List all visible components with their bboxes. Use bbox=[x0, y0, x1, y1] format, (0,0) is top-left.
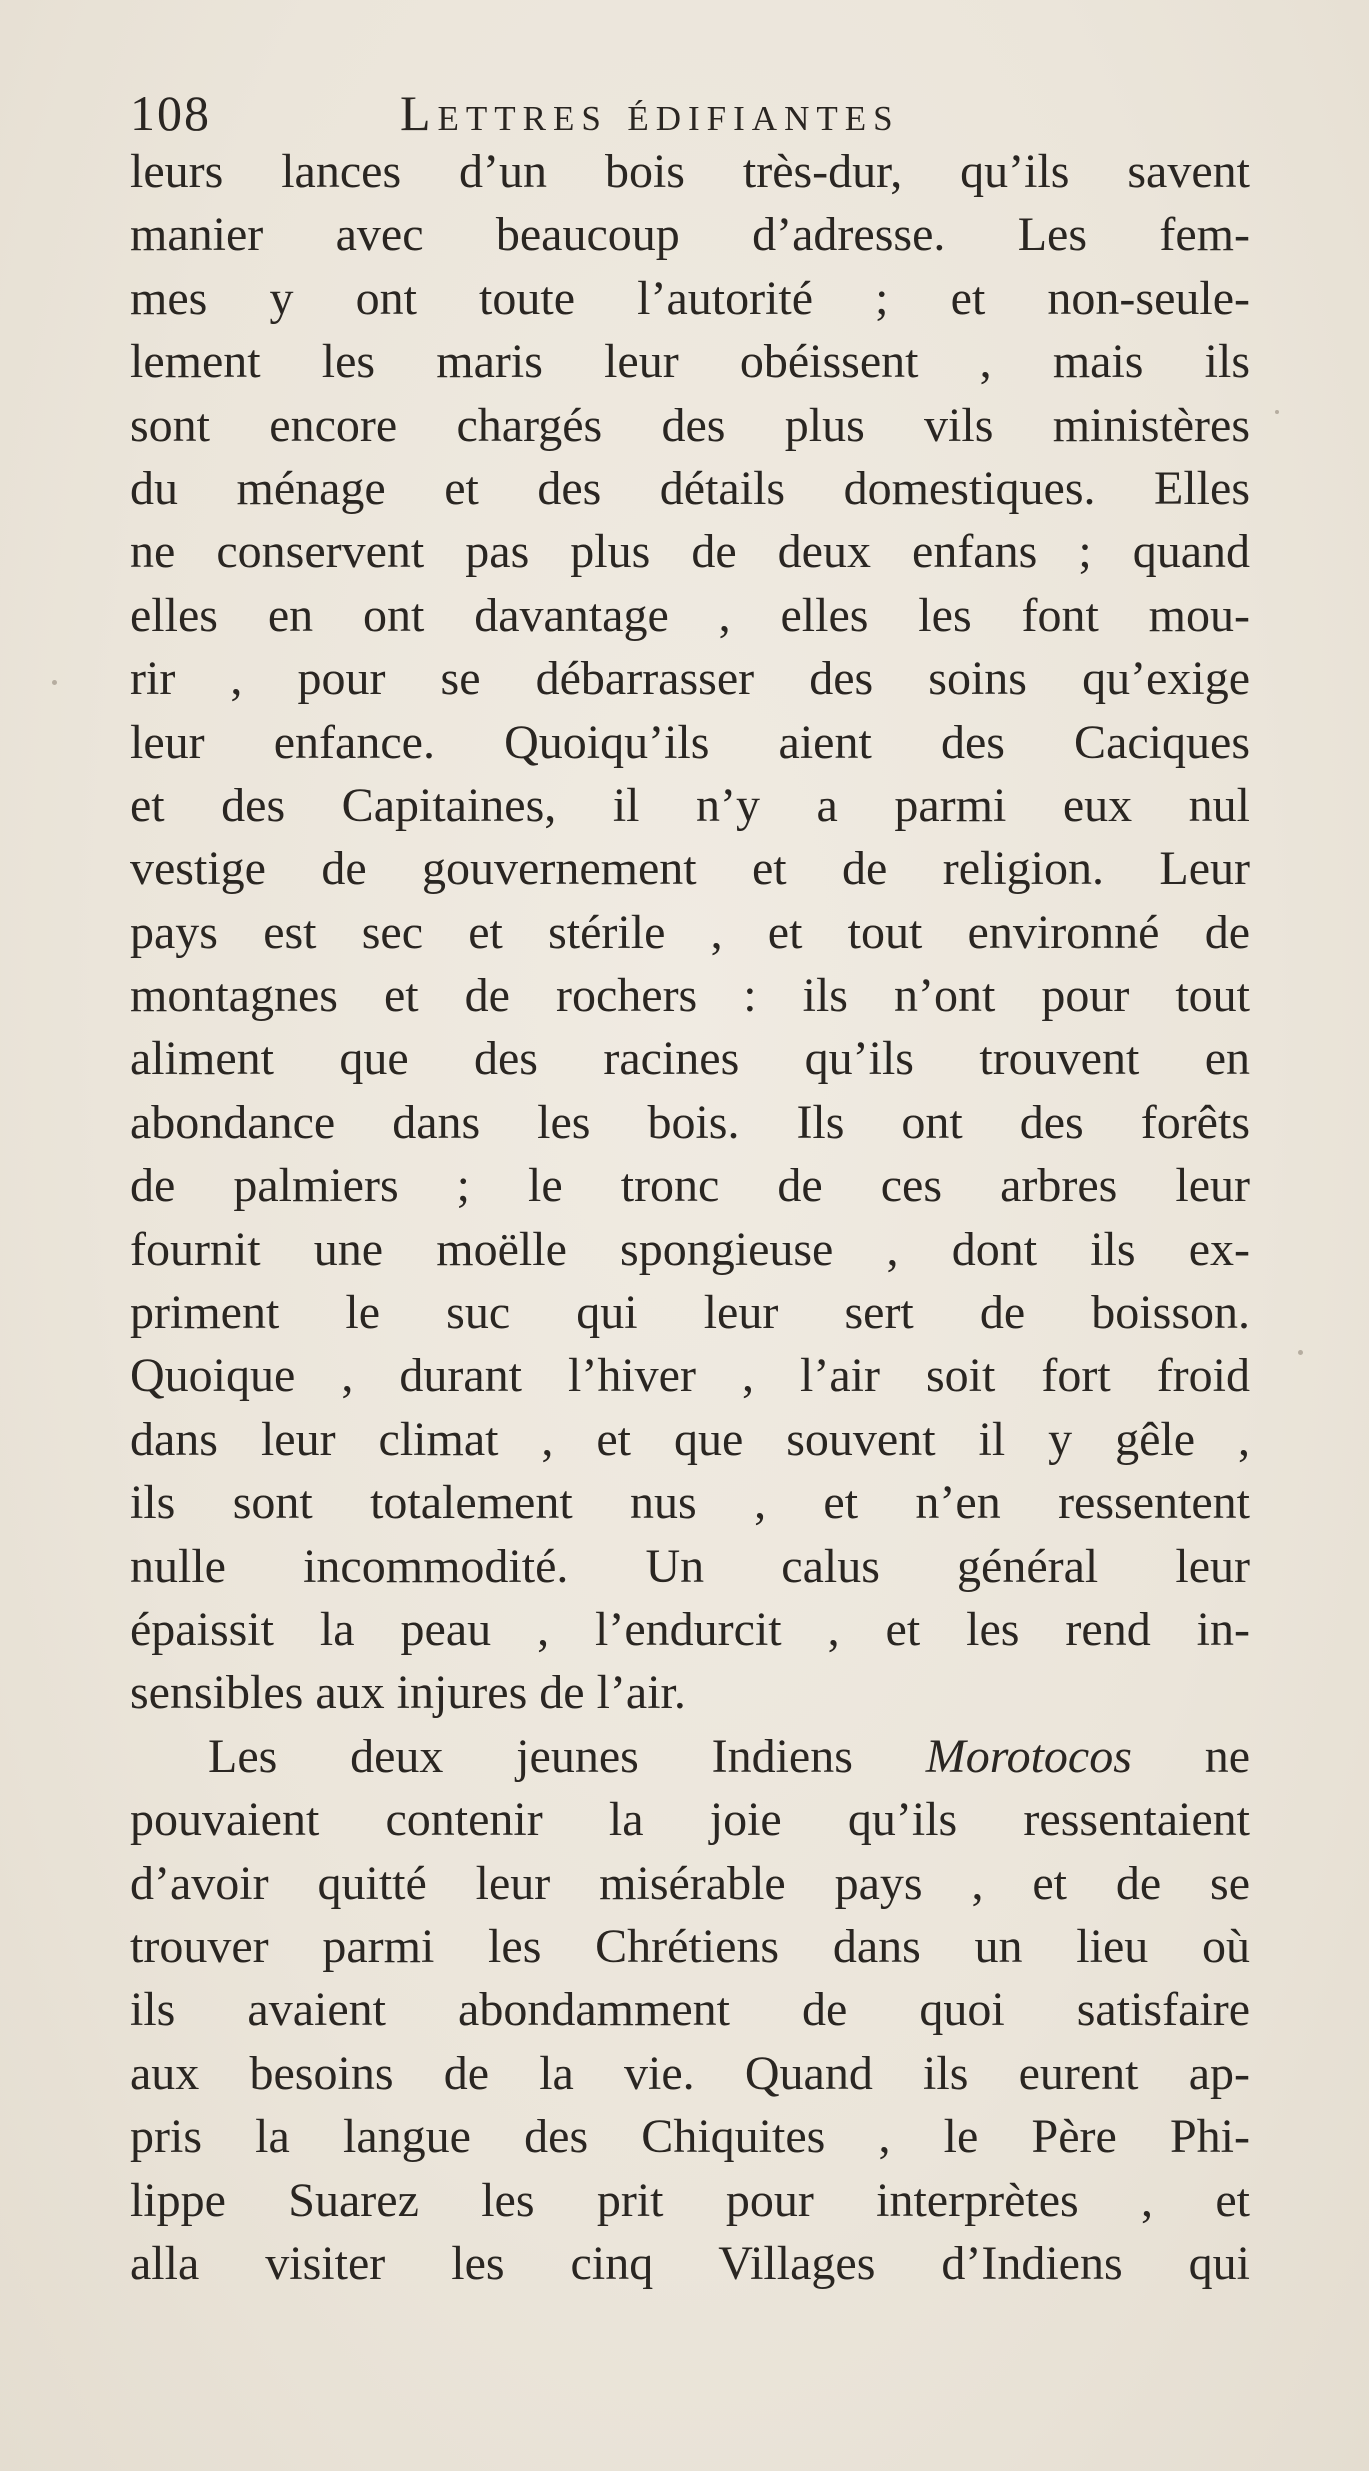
text-line: ne conservent pas plus de deux enfans ; quand bbox=[130, 525, 1250, 579]
paper-speck bbox=[1275, 410, 1279, 414]
text-line: manier avec beaucoup d’adresse. Les fem- bbox=[130, 208, 1250, 262]
text-line: ils avaient abondamment de quoi satisfaire bbox=[130, 1983, 1250, 2037]
text-line: d’avoir quitté leur misérable pays , et de se bbox=[130, 1856, 1250, 1910]
text-line bbox=[130, 1725, 1250, 1788]
text-line: mes y ont toute l’autorité ; et non-seule- bbox=[130, 271, 1250, 325]
text-line: et des Capitaines, il n’y a parmi eux nul bbox=[130, 778, 1250, 832]
text-line: nulle incommodité. Un calus général leur bbox=[130, 1539, 1250, 1593]
text-line: épaissit la peau , l’endurcit , et les rend in- bbox=[130, 1602, 1250, 1656]
page-number: 108 bbox=[130, 85, 211, 141]
text-line: aliment que des racines qu’ils trouvent en bbox=[130, 1032, 1250, 1086]
text-line: du ménage et des détails domestiques. Elles bbox=[130, 461, 1250, 515]
text-line: lippe Suarez les prit pour interprètes , et bbox=[130, 2173, 1250, 2227]
paper-speck bbox=[1298, 1350, 1303, 1355]
paragraph-1 bbox=[130, 140, 1250, 1725]
emphasized-name: Morotocos bbox=[925, 1729, 1132, 1783]
text-line: pays est sec et stérile , et tout environné de bbox=[130, 905, 1250, 959]
text-line: lement les maris leur obéissent , mais ils bbox=[130, 335, 1250, 389]
running-title: Lettres édifiantes bbox=[400, 85, 900, 141]
text-line: pouvaient contenir la joie qu’ils ressentaient bbox=[130, 1793, 1250, 1847]
text-line: alla visiter les cinq Villages d’Indiens qui bbox=[130, 2236, 1250, 2290]
text-line: ils sont totalement nus , et n’en ressentent bbox=[130, 1476, 1250, 1530]
text-line: leur enfance. Quoiqu’ils aient des Caciques bbox=[130, 715, 1250, 769]
text-line: leurs lances d’un bois très-dur, qu’ils savent bbox=[130, 145, 1250, 198]
text-line: sensibles aux injures de l’air. bbox=[130, 1666, 686, 1720]
body-text bbox=[130, 140, 1250, 2295]
text-line: sont encore chargés des plus vils ministères bbox=[130, 398, 1250, 452]
text-line: abondance dans les bois. Ils ont des forêts bbox=[130, 1095, 1250, 1149]
text-line: vestige de gouvernement et de religion. Leur bbox=[130, 842, 1250, 896]
text-fragment: Les deux jeunes Indiens bbox=[208, 1729, 926, 1783]
text-fragment: ne bbox=[1131, 1729, 1250, 1783]
text-line: elles en ont davantage , elles les font mou- bbox=[130, 588, 1250, 642]
text-line: de palmiers ; le tronc de ces arbres leur bbox=[130, 1159, 1250, 1213]
paragraph-2 bbox=[130, 1725, 1250, 2296]
paper-speck bbox=[52, 680, 57, 685]
text-line: priment le suc qui leur sert de boisson. bbox=[130, 1286, 1250, 1340]
text-line: montagnes et de rochers : ils n’ont pour tout bbox=[130, 969, 1250, 1023]
text-line: pris la langue des Chiquites , le Père Phi- bbox=[130, 2110, 1250, 2164]
text-line: trouver parmi les Chrétiens dans un lieu où bbox=[130, 1919, 1250, 1973]
text-line: rir , pour se débarrasser des soins qu’exige bbox=[130, 652, 1250, 706]
text-line: fournit une moëlle spongieuse , dont ils ex- bbox=[130, 1222, 1250, 1276]
text-line: Quoique , durant l’hiver , l’air soit fort froid bbox=[130, 1349, 1250, 1403]
text-line: dans leur climat , et que souvent il y gêle , bbox=[130, 1412, 1250, 1466]
text-line: aux besoins de la vie. Quand ils eurent ap- bbox=[130, 2046, 1250, 2100]
page-header bbox=[130, 78, 1260, 148]
